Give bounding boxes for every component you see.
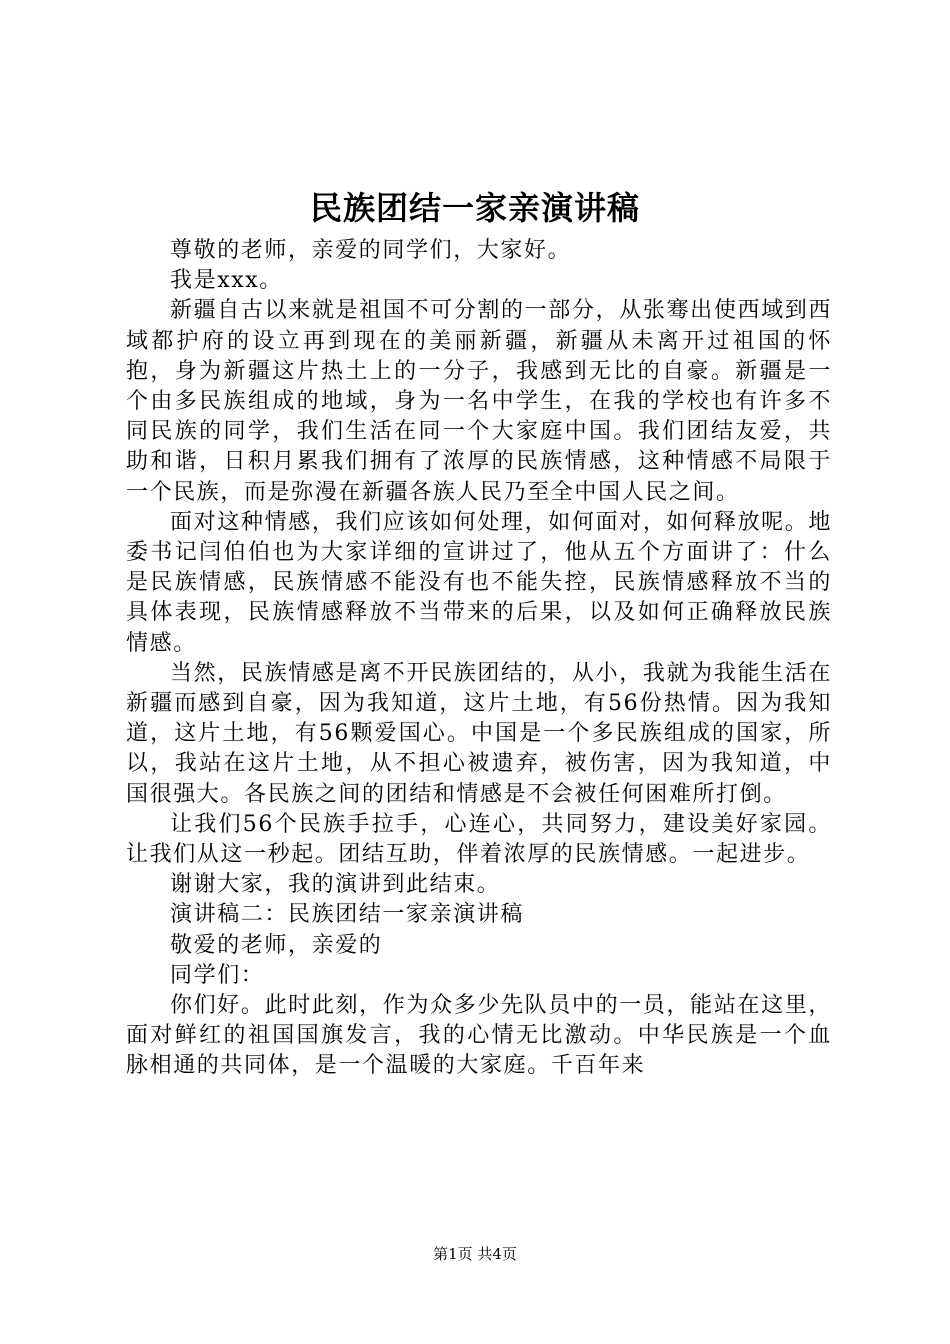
- paragraph-greeting: 尊敬的老师，亲爱的同学们，大家好。: [170, 238, 572, 263]
- paragraph-salutation: 敬爱的老师，亲爱的: [170, 932, 383, 958]
- document-body: [126, 236, 832, 1082]
- page-footer: 第1页 共4页: [433, 1245, 517, 1263]
- paragraph-xinjiang-history: 新疆自古以来就是祖国不可分割的一部分，从张骞出使西域到西域都护府的设立再到现在的美丽新疆，新疆从未离开过祖国的怀抱，身为新疆这片热土上的一分子，我感到无比的自豪。新疆是一个由多民族组成的地域，身为一名中学生，在我的学校也有许多不同民族的同学，我们生活在同一个大家庭中国。我们团结友爱，共助和谐，日积月累我们拥有了浓厚的民族情感，这种情感不局限于一个民族，而是弥漫在新疆各族人民乃至全中国人民之间。: [126, 298, 832, 505]
- paragraph-speech-two-opening: 你们好。此时此刻，作为众多少先队员中的一员，能站在这里，面对鲜红的祖国国旗发言，我的心情无比激动。中华民族是一个血脉相通的共同体，是一个温暖的大家庭。千百年来: [126, 993, 832, 1079]
- paragraph-speech-two-heading: 演讲稿二：民族团结一家亲演讲稿: [170, 902, 525, 928]
- paragraph-call-to-action: 让我们56个民族手拉手，心连心，共同努力，建设美好家园。让我们从这一秒起。团结互助，伴着浓厚的民族情感。一起进步。: [126, 811, 832, 868]
- paragraph-ethnic-emotion: 面对这种情感，我们应该如何处理，如何面对，如何释放呢。地委书记闫伯伯也为大家详细的宣讲过了，他从五个方面讲了：什么是民族情感，民族情感不能没有也不能失控，民族情感释放不当的具体表现，民族情感释放不当带来的后果，以及如何正确释放民族情感。: [126, 509, 832, 656]
- paragraph-ethnic-unity: 当然，民族情感是离不开民族团结的，从小，我就为我能生活在新疆而感到自豪，因为我知道，这片土地，有56份热情。因为我知道，这片土地，有56颗爱国心。中国是一个多民族组成的国家，所以，我站在这片土地，从不担心被遗弃，被伤害，因为我知道，中国很强大。各民族之间的团结和情感是不会被任何困难所打倒。: [126, 660, 832, 807]
- paragraph-salutation-continued: 同学们：: [170, 962, 265, 988]
- paragraph-closing: 谢谢大家，我的演讲到此结束。: [170, 872, 501, 898]
- document-title: 民族团结一家亲演讲稿: [309, 189, 640, 227]
- paragraph-introduction: 我是xxx。: [170, 268, 283, 294]
